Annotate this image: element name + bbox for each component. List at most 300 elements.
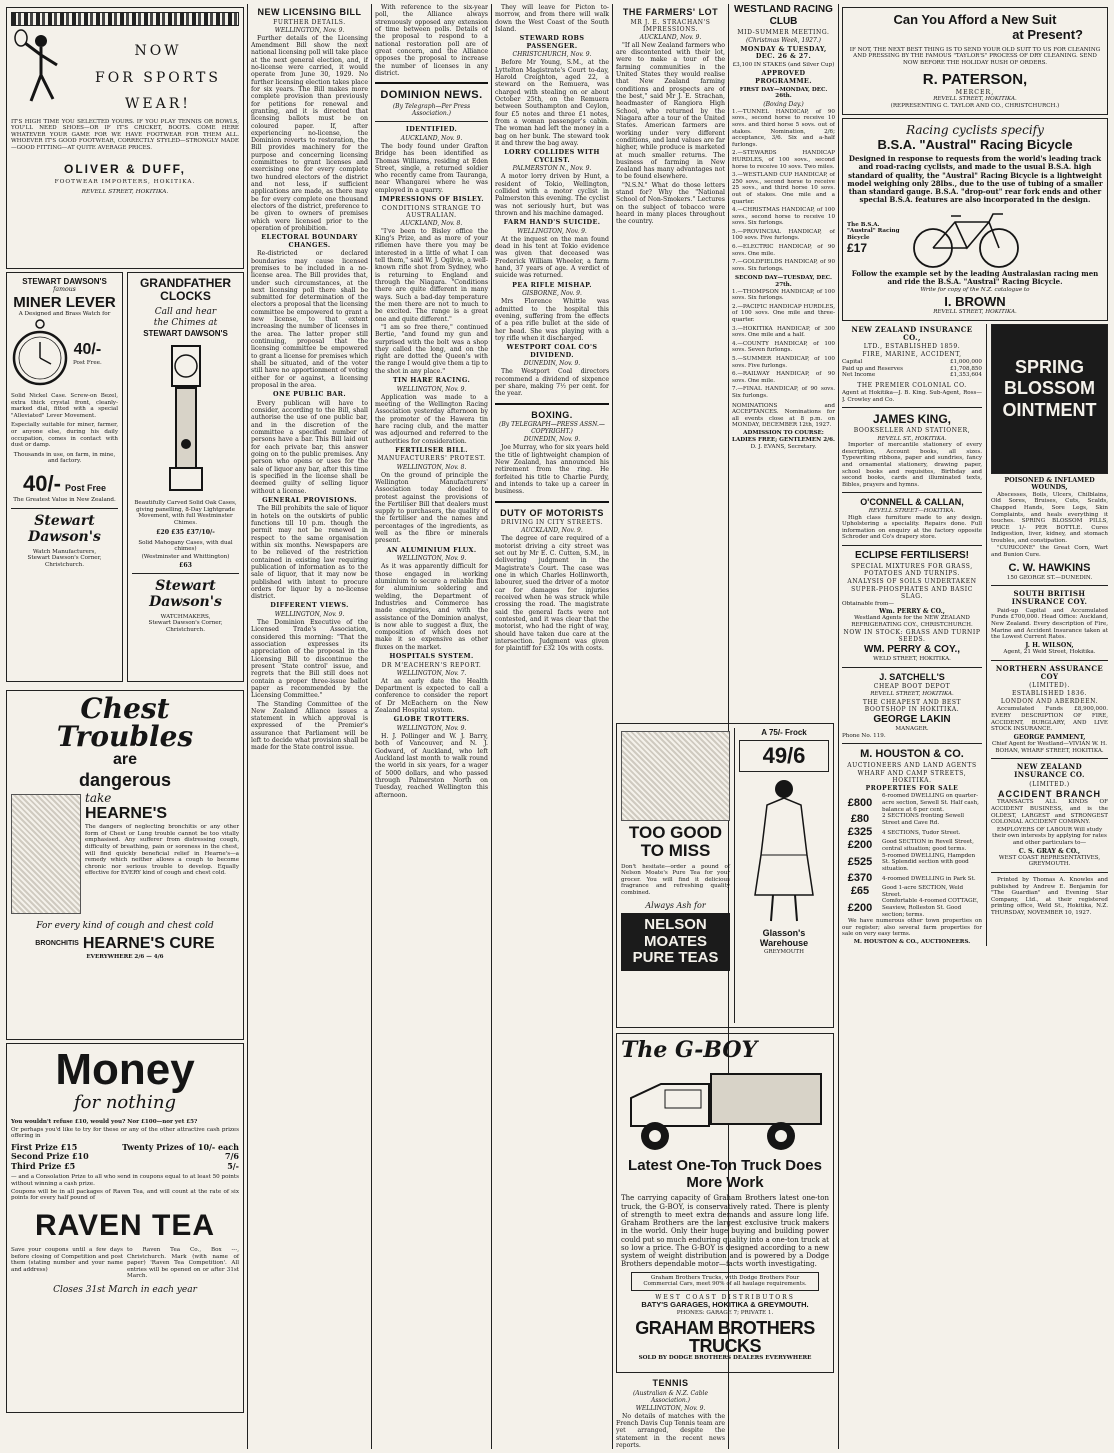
property-listing xyxy=(842,872,982,885)
hearne-for-every: For every kind of cough and chest cold xyxy=(36,921,214,932)
sports-ad-line3: WEAR! xyxy=(125,96,191,113)
nzins2-employers: EMPLOYERS OF LABOUR Will study their own interests by applying for rates and other particulars to— xyxy=(992,826,1107,846)
clocks-foot1: WATCHMAKERS, xyxy=(160,613,211,620)
tennis-player-icon xyxy=(11,29,73,107)
hearnes-cure-ad xyxy=(6,690,244,1040)
frock-price-label: A 75/- Frock xyxy=(761,728,807,737)
tennis-tag: (Australian & N.Z. Cable Association.) xyxy=(632,1389,709,1404)
dom-d5: WELLINGTON, Nov. 9. xyxy=(396,555,467,563)
licensing-p1: Further details of the Licensing Amendment Bill show the next national licensing poll will take place at the next general election, and, if no-license were carried, it would operate from June 30, 1929. No further licensing election takes place for six years. The Bill makes more complete provision than previously for petitions for renewal and granting, and it is directed that licensing ballots must be on coloured paper. If, after experiencing no-license, the Dominion reverts to restoration, the Bill provides machinery for the purpose and concerning licensing committees to grant licenses and exercising one for every complete two hundred electors of the district and not less, if sufficient applications are made, as there may be for every complete one thousand electors of the district, preference to be given to owners of premises which were licensed prior to the operation of prohibition. xyxy=(251,34,368,232)
licensing-h4: GENERAL PROVISIONS. xyxy=(262,495,357,504)
satchell-name: J. SATCHELL'S xyxy=(879,671,945,682)
paterson-address: REVELL STREET, HOKITIKA. xyxy=(933,96,1017,103)
king-trade: BOOKSELLER AND STATIONER, xyxy=(853,427,971,435)
insurance-blossom-row xyxy=(842,324,1108,946)
king-body: Importer of mercantile stationery of every description, Account books, all sizes. Typewriting ribbons, paper and sundries, fancy and ornamental stationery, drawing paper, school books and requisites, Birthday and second books, cards and illuminated texts, Bibles, prayers and hymns. xyxy=(842,442,982,488)
sports-shoe-ad xyxy=(6,7,244,269)
dom-d4: WELLINGTON, Nov. 8. xyxy=(396,463,467,471)
nzins-income-label: Net Income xyxy=(842,372,876,379)
pea-rifle-dateline: GISBORNE, Nov. 9. xyxy=(522,290,582,298)
king-address: REVELL ST., HOKITIKA. xyxy=(877,435,947,442)
racing-day1-list xyxy=(732,109,835,273)
blossom-body: Abscesses, Boils, Ulcers, Chilblains, Old Sores, Bruises, Cuts, Scalds, Chapped Hands, Sore Legs, Skin Complaints, and heals everything it touches. SPRING BLOSSOM PILLS, PRICE 1/- PER BOTTLE. Cures Indigestion, liver, kidney, and stomach troubles, and constipation. xyxy=(991,491,1108,544)
gboy-note: Graham Brothers Trucks, with Dodge Brothers Four Commercial Cars, meet 90% of all haulage requirements. xyxy=(631,1272,819,1291)
race-event: 1.—THOMPSON HANDICAP, of 100 sovs. Six furlongs. xyxy=(732,288,835,302)
miner-suitable: Especially suitable for miner, farmer, or anyone else, during his daily occupation, comes in contact with dust or damp. xyxy=(11,422,118,449)
property-price: £80 xyxy=(850,813,870,826)
property-listing xyxy=(842,839,982,852)
houston-heading: PROPERTIES FOR SALE xyxy=(865,785,959,793)
race-event: 5.—PROVINCIAL HANDICAP, of 100 sovs. Five furlongs. xyxy=(732,228,835,242)
dom-h5: AN ALUMINIUM FLUX. xyxy=(386,545,477,554)
clocks-foot2: Stewart Dawson's Corner, Christchurch. xyxy=(148,620,223,634)
farmers-sub: MR J. E. STRACHAN'S IMPRESSIONS. xyxy=(630,18,711,33)
column-rule xyxy=(371,4,372,1449)
raven-prize2b: 7/6 xyxy=(224,1151,239,1162)
gboy-distributors: WEST COAST DISTRIBUTORS xyxy=(655,1293,795,1301)
nzins2-ltd: (LIMITED.) xyxy=(1029,780,1070,788)
nzins-capital-label: Capital xyxy=(842,359,863,366)
northern-chief: Chief Agent for Westland—VIVIAN W. H. BOHAN, WHARF STREET, HOKITIKA. xyxy=(991,741,1108,754)
racing-christmas: (Christmas Week, 1927.) xyxy=(745,36,822,44)
dom-p7: At an early date the Health Department is expected to call a conference to consider the report of Dr McEachern on the New Zealand Hospital system. xyxy=(375,677,488,715)
miner-ad-tagline: A Designed and Brass Watch for xyxy=(18,311,111,318)
raven-prize1: First Prize £15 xyxy=(11,1142,78,1153)
dom-h6: HOSPITALS SYSTEM. xyxy=(389,652,474,661)
motorists-sub: DRIVING IN CITY STREETS. xyxy=(500,519,604,527)
bsa-follow: Follow the example set by the leading Australasian racing men and ride the B.S.A. "Austral" Racing Bicycle. xyxy=(851,268,1099,286)
raven-to: to Raven Tea Co., Box ---, Christchurch. Mark (with name of paper) 'Raven Tea Competition'. All entries will be opened on or after 31st March. xyxy=(127,1247,239,1280)
paterson-trade: MERCER, xyxy=(955,89,995,97)
nzins2-agent: C. S. GRAY & CO., xyxy=(1018,847,1081,855)
gboy-brand: GRAHAM BROTHERS TRUCKS xyxy=(635,1318,815,1357)
racing-boxing-day: (Boxing Day.) xyxy=(763,100,804,108)
column-dominion-news xyxy=(375,4,488,1449)
glasson-name: Glasson's Warehouse xyxy=(759,927,809,949)
racing-dates: MONDAY & TUESDAY, DEC. 26 & 27. xyxy=(740,44,827,61)
dom-h4b: MANUFACTURERS' PROTEST. xyxy=(377,455,486,463)
raven-closes: Closes 31st March in each year xyxy=(53,1285,197,1296)
column-rule xyxy=(838,4,839,1449)
farm-body: At the inquest on the man found dead in his tent at Tokio evidence was given that deceased was Frederick William Wheeler, a farm hand, 37 years of age. A verdict of suicide was returned. xyxy=(495,235,609,280)
clocks-mahog: Solid Mahogany Cases, with dual chimes) xyxy=(138,539,233,553)
grandfather-clock-icon xyxy=(166,344,206,494)
raven-prize1b: Twenty Prizes of 10/- each xyxy=(122,1142,239,1153)
perry-agents: Westland Agents for the NEW ZEALAND REFRIGERATING COY., CHRISTCHURCH. xyxy=(851,614,973,628)
farmers-body2: "N.S.N." What do those letters stand for? Why the "National School of Non-Smokers." Lectures on the subject of tobacco were heard in many places throughout the country. xyxy=(616,181,725,226)
racing-approved: APPROVED PROGRAMME. xyxy=(755,69,812,85)
dom-h7: GLOBE TROTTERS. xyxy=(393,715,470,724)
pea-rifle-title: PEA RIFLE MISHAP. xyxy=(512,280,592,289)
farmers-title: THE FARMERS' LOT xyxy=(622,7,719,17)
raven-prize2: Second Prize £10 xyxy=(11,1151,89,1162)
sports-ad-body: IT'S HIGH TIME YOU SELECTED YOURS. IF YOU PLAY TENNIS OR BOWLS, YOU'LL NEED SHOES—OR IF IT'S CRICKET, BOOTS. COME HERE WHATEVER YOUR GAME FOR WE HAVE FOOTWEAR FOR THEM ALL. WHOEVER IT'S GOOD FOOTWEAR, CORRECTLY STYLED—STRONGLY MADE—GOOD FITTING—AT QUITE AVERAGE PRICES. xyxy=(11,118,239,151)
perry-super: SUPER-PHOSPHATES AND BASIC SLAG. xyxy=(851,585,973,600)
nzins-income: £1,353,604 xyxy=(949,372,982,379)
oliver-duff-address: REVELL STREET, HOKITIKA. xyxy=(81,188,169,195)
oliver-duff-sub: FOOTWEAR IMPORTERS, HOKITIKA. xyxy=(54,178,196,185)
dom-p3: "I am so free there," continued Bertie, "and found my gun and surprised with the bolt was a shop they called the long, and on the right are dotted the Queen's with the range I would give them a tip to the shot in any place." xyxy=(375,323,488,375)
tennis-body: No details of matches with the French Davis Cup Tennis team are yet arranged, despite the statement in the recent news reports. xyxy=(616,1412,725,1449)
houston-name: M. HOUSTON & CO. xyxy=(860,748,964,761)
paterson-headline: Can You Afford a New Suit xyxy=(893,12,1057,27)
southbritish-agent: J. H. WILSON, xyxy=(1025,641,1074,649)
steward-dateline: CHRISTCHURCH, Nov. 9. xyxy=(512,51,592,59)
miner-foot2: Stewart Dawson's Corner, Christchurch. xyxy=(27,555,102,568)
racing-nominations: NOMINATIONS and ACCEPTANCES. Nominations for all events close at 8 p.m. on MONDAY, DECEMBER 12th, 1927. xyxy=(732,402,835,429)
blossom-brand: SPRING BLOSSOM OINTMENT xyxy=(1002,356,1097,420)
woman-frock-illustration xyxy=(739,775,829,925)
dom-h2b: CONDITIONS STRANGE TO AUSTRALIAN. xyxy=(381,204,482,219)
tea-headline: TOO GOOD TO MISS xyxy=(628,823,723,860)
northern-offices: LONDON AND ABERDEEN. xyxy=(1000,698,1099,706)
bsa-body: Designed in response to requests from the world's leading track and road-racing cyclists, and made to the usual B.S.A. high standard of quality, the "Austral" Racing Bicycle is a lightweight model weighing only 28lbs., due to the use of tubing of a smaller than standard gauge. B.S.A. "drop-out" rear fork ends and other special B.S.A. features are also incorporated in the design. xyxy=(847,154,1103,205)
tea-brand: NELSON MOATES PURE TEAS xyxy=(621,913,730,971)
clocks-prices: £20 £35 £37/10/- xyxy=(156,529,215,537)
nzins-agents: Agent at Hokitika—J. B. King. Sub-Agent, Ross—J. Crowley and Co. xyxy=(842,390,982,403)
property-price: £800 xyxy=(847,796,873,809)
dominion-title: DOMINION NEWS. xyxy=(380,89,483,102)
licensing-p2: Re-districted or declared boundaries may cause licensed premises to be included in a no-license area. The Bill provides that, under such circumstances, at the next licensing poll there shall be submitted for determination of the electors a proposal that the licensing committee be empowered to grant a new license, to that extent increasing the number of licenses in the area. The latter proper still continuing, proposal that the licensing committee be empowered to grant a license for premises which shall be situated, and of the voter still have no apportionment of voting either for or against, a licensing proposal in the area. xyxy=(251,250,368,389)
tea-always: Always Ash for xyxy=(645,900,706,910)
dom-h6b: DR M'EACHERN'S REPORT. xyxy=(381,661,482,669)
dom-h2: IMPRESSIONS OF BISLEY. xyxy=(379,195,484,204)
hearne-cure: HEARNE'S CURE xyxy=(82,934,215,952)
column-ads-left xyxy=(6,4,244,1449)
spring-blossom-ad xyxy=(991,324,1108,474)
northern-ltd: (LIMITED). xyxy=(1029,682,1070,690)
bsa-bicycle-ad xyxy=(842,118,1108,321)
clocks-desc: Beautifully Carved Solid Oak Cases, giving panelling, 8-Day Lightgrade Movement, with full Westminster Chimes. xyxy=(134,500,237,526)
bicycle-icon xyxy=(911,208,1021,270)
clocks-firm-name: Stewart Dawson's xyxy=(149,577,222,611)
paterson-body: IF NOT, THE NEXT BEST THING IS TO SEND YOUR OLD SUIT TO US FOR CLEANING AND PRESSING BY THE FAMOUS "TAYLOR'S" PROCESS OF DRY CLEANING. SEND NOW BEFORE THE HOLIDAY RUSH OF ORDERS. xyxy=(849,46,1101,66)
race-event: 1.—TUNNEL HANDICAP, of 90 sovs., second horse to receive 10 sovs. and third horse 5 sovs. out of stakes. Nomination, 2/6; acceptance, 3/6. Six and a-half furlongs. xyxy=(732,108,835,148)
hearne-body: The dangers of neglecting bronchitis or any other form of Chest or Lung trouble cannot be too vitally emphasised. Any sufferer from distressing cough, difficulty of breathing, pain or soreness in the chest, will find quickly beneficial relief in Hearne's—a remedy which neither allows a cough to become chronic nor serious trouble to develop. Equally effective for EVERY kind of cough and chest cold. xyxy=(85,824,239,877)
nzins-est: LTD., ESTABLISHED 1859. xyxy=(863,343,961,351)
farmers-dateline: AUCKLAND, Nov. 9. xyxy=(639,33,702,41)
coal-dateline: DUNEDIN, Nov. 9. xyxy=(523,360,581,368)
property-desc: 2 SECTIONS fronting Sewell Street and Cave Rd. xyxy=(882,813,965,826)
hearne-dangerous: dangerous xyxy=(78,769,171,790)
race-event: 7.—GOLDFIELDS HANDICAP, of 90 sovs. Six furlongs. xyxy=(732,259,835,272)
perry-title: ECLIPSE FERTILISERS! xyxy=(855,549,969,561)
satchell-sub: CHEAP BOOT DEPOT xyxy=(873,683,951,691)
perry-address: WELD STREET, HOKITIKA. xyxy=(873,656,951,663)
satchell-manager: GEORGE LAKIN xyxy=(873,714,951,726)
bsa-heading: Racing cyclists specify xyxy=(906,122,1044,137)
property-desc: 6-roomed DWELLING on quarter-acre section, Sewell St. Half cash, balance at 6 per cent. xyxy=(882,793,979,813)
sports-ad-line2: FOR SPORTS xyxy=(95,69,221,86)
race-event: 4.—CHRISTMAS HANDICAP, of 100 sovs., second horse to receive 10 sovs. Six furlongs. xyxy=(732,207,835,227)
southbritish-name: SOUTH BRITISH INSURANCE COY. xyxy=(1011,589,1088,607)
southbritish-agent-sub: Agent, 21 Weld Street, Hokitika. xyxy=(1003,649,1096,655)
licensing-h5: DIFFERENT VIEWS. xyxy=(270,601,349,610)
decorative-border-band xyxy=(11,12,239,26)
column-licensing xyxy=(251,4,368,1449)
nzins2-name: NEW ZEALAND INSURANCE CO. xyxy=(1014,762,1085,780)
nz-insurance-block xyxy=(842,324,982,946)
bsa-price: £17 xyxy=(847,241,868,256)
truck-illustration xyxy=(621,1064,827,1156)
licensing-h3: ONE PUBLIC BAR. xyxy=(273,390,346,399)
grandfather-clocks-ad xyxy=(127,272,244,682)
bsa-caption: The B.S.A. "Austral" Racing Bicycle xyxy=(847,221,900,241)
racing-title: WESTLAND RACING CLUB xyxy=(734,4,833,27)
dom-p2: "I've been to Bisley office the King's Prize, and as more of your riflemen have there you may be interested in a little of what I can tell them," said W. J. Ogilvie, a well-known rifle shot from Sydney, who is returning to England and through the Niagara. "Conditions there are quite different in many ways. Such a bad-day temperature the men there are not to much to be excited. The range is a great one and quite different." xyxy=(375,227,488,323)
licensing-title: NEW LICENSING BILL xyxy=(257,7,362,17)
coal-body: The Westport Coal directors recommend a dividend of sixpence per share, making 7½ per cent. for the year. xyxy=(495,368,609,398)
racing-first-day: FIRST DAY—MONDAY, DEC. 26th. xyxy=(739,86,828,100)
hearne-are: are xyxy=(112,751,138,768)
column-rule xyxy=(612,4,613,1449)
racing-stakes: £3,100 IN STAKES (and Silver Cup) xyxy=(732,61,835,68)
motorists-title: DUTY OF MOTORISTS xyxy=(500,507,604,518)
glasson-address: GREYMOUTH xyxy=(763,948,805,955)
race-event: 4.—COUNTY HANDICAP, of 100 sovs. Seven furlongs. xyxy=(732,340,835,354)
tea-cup-illustration xyxy=(621,731,730,821)
nzins2-body: TRANSACTS ALL KINDS OF ACCIDENT BUSINESS, and is the OLDEST, LARGEST and STRONGEST COLONIAL ACCIDENT COMPANY. xyxy=(991,799,1108,826)
satchell-manager-label: MANAGER. xyxy=(895,725,929,732)
northern-name: NORTHERN ASSURANCE COY xyxy=(995,663,1104,681)
boxing-body: Joe Murray, who for six years held the title of lightweight champion of New Zealand, has announced his retirement from the ring. He forfeited his title to Charlie Purdy, and intends to take up a career in business. xyxy=(495,444,609,496)
tennis-article xyxy=(616,1375,725,1449)
dom-p4: Application was made to a meeting of the Wellington Racing Association yesterday afternoon by the promoter of the Hawera tin hare racing club, and the matter was adjourned and referred to the authorities for consideration. xyxy=(375,393,488,445)
lorry-title: LORRY COLLIDES WITH CYCLIST. xyxy=(504,148,600,164)
hearne-everywhere: EVERYWHERE 2/6 — 4/6 xyxy=(86,953,164,960)
bsa-write: Write for copy of the N.Z. catalogue to xyxy=(920,287,1030,294)
raven-subq: Or perhaps you'd like to try for these or any of the other attractive cash prizes offering in xyxy=(11,1126,239,1140)
blossom-agent-address: 150 GEORGE ST.—DUNEDIN. xyxy=(1006,574,1093,581)
pea-rifle-body: Mrs Florence Whittle was admitted to the hospital this evening, suffering from the effects of a pea rifle bullet at the side of her head. She was playing with a toy rifle when it discharged. xyxy=(495,298,609,342)
property-listing xyxy=(842,853,982,873)
race-event: 6.—RAILWAY HANDICAP, of 90 sovs. One mile. xyxy=(732,371,835,384)
steward-title: STEWARD ROBS PASSENGER. xyxy=(519,34,585,50)
gboy-dist-name: BATY'S GARAGES, HOKITIKA & GREYMOUTH. xyxy=(641,1299,809,1309)
licensing-dateline2: WELLINGTON, Nov. 9. xyxy=(274,611,345,618)
miner-foot1: Watch Manufacturers, xyxy=(32,548,97,555)
boxing-tag: (By TELEGRAPH—PRESS ASSN.—COPYRIGHT.) xyxy=(499,421,605,436)
farm-title: FARM HAND'S SUICIDE. xyxy=(503,218,601,227)
nzins-funds: £1,708,850 xyxy=(949,365,982,372)
dom-p5: On the ground of principle the Wellington Manufacturers' Association today decided to protest against the provisions of the Fertiliser Bill that dealers must supply to purchasers, the quality of the fertiliser and the names and percentages of the ingredients, as well as the fibre or minerals present. xyxy=(375,471,488,545)
oliver-duff-firm: OLIVER & DUFF, xyxy=(63,161,186,176)
raven-save: Save your coupons until a few days before closing of Competition and post them (stating number and your name and address) xyxy=(11,1247,123,1273)
paterson-headline2: at Present? xyxy=(1012,27,1083,43)
dom-d1: AUCKLAND, Nov. 9. xyxy=(400,134,463,142)
satchell-cheapest: THE CHEAPEST AND BEST BOOTSHOP IN HOKITIKA. xyxy=(862,699,962,714)
raven-brand: RAVEN TEA xyxy=(34,1208,216,1242)
farm-dateline: WELLINGTON, Nov. 9. xyxy=(517,227,587,235)
race-event: 3.—WESTLAND CUP HANDICAP, of 250 sovs., second horse to receive 25 sovs., and third horse 10 sovs. out of stakes. One mile and a quarter. xyxy=(732,172,835,205)
hearne-bottle-illustration xyxy=(11,794,81,914)
motorists-dateline: AUCKLAND, Nov. 9. xyxy=(521,527,583,535)
oconnell-body: High class furniture made to any design. Upholstering a speciality. Repairs done. Full information on enquiry at the factory opposite Schroder and Co's drapery store. xyxy=(842,514,982,541)
houston-foot2: M. HOUSTON & CO., AUCTIONEERS. xyxy=(853,939,971,946)
raven-money: Money xyxy=(55,1045,195,1094)
miner-ad-product: MINER LEVER xyxy=(13,293,116,311)
race-event: 2.—STEWARDS HANDICAP HURDLES, of 100 sovs., second horse to receive 10 sovs. Two miles. xyxy=(732,150,835,170)
northern-body: Accumulated Funds £8,900,000. EVERY DESCRIPTION OF FIRE, ACCIDENT, BURGLARY, AND LIVE STOCK INSURANCE. xyxy=(991,706,1108,733)
property-listing xyxy=(842,826,982,839)
bsa-title: B.S.A. "Austral" Racing Bicycle xyxy=(877,136,1073,152)
blossom-cure: "CURICONE" the Great Corn, Wart and Bunion Cure. xyxy=(991,545,1108,559)
licensing-h2: ELECTORAL BOUNDARY CHANGES. xyxy=(261,233,358,249)
nzins2-rep: WEST COAST REPRESENTATIVES, GREYMOUTH. xyxy=(998,854,1101,868)
property-listing xyxy=(842,885,982,898)
printer-imprint: Printed by Thomas A. Knowles and published by Andrew E. Benjamin for "The Guardian" and Evening Star Company, Ltd., at their registered printing office, Weld St., Hokitika, N.Z. THURSDAY, NOVEMBER 10, 1927. xyxy=(991,877,1108,917)
column-rule xyxy=(247,4,248,1449)
dominion-tag: (By Telegraph—Per Press Association.) xyxy=(392,103,471,118)
raven-tea-ad xyxy=(6,1043,244,1413)
oconnell-name: O'CONNELL & CALLAN, xyxy=(860,497,964,508)
hearne-script2: Troubles xyxy=(56,720,194,753)
racing-day2-list xyxy=(732,289,835,400)
coal-title: WESTPORT COAL CO'S DIVIDEND. xyxy=(506,343,598,359)
miner-ad-header: STEWART DAWSON'S xyxy=(22,277,107,286)
dom-p8: H. J. Pollinger and W. J. Barry, both of Vancouver, and N. J. Godward, of Auckland, who left Auckland last month to walk round the world in six years, for a wager of 5000 dollars, and who passed through Palmerston North on Tuesday, reached Wellington this afternoon. xyxy=(375,733,488,799)
racing-secretary: D. J. EVANS, Secretary. xyxy=(750,444,817,451)
miner-post-free: Post Free. xyxy=(73,360,102,367)
perry-analysis: ANALYSIS OF SOILS UNDERTAKEN xyxy=(847,577,977,585)
miner-price-top: 40/- xyxy=(73,341,102,359)
right-subcolumn xyxy=(986,324,1108,946)
houston-address: WHARF AND CAMP STREETS, HOKITIKA. xyxy=(857,770,967,785)
tennis-dateline: WELLINGTON, Nov. 9. xyxy=(635,1404,706,1412)
gboy-headline: Latest One-Ton Truck Does More Work xyxy=(628,1157,822,1191)
dom-h4: FERTILISER BILL. xyxy=(395,445,468,454)
gboy-body: The carrying capacity of Graham Brothers latest one-ton truck, the G-BOY, is conservatively rated. There is plenty of strength to meet extra demands and assure long life. Graham Brothers are the largest exclusive truck makers in the world. Only their huge buying and building power could put so much enduring quality into a one-ton truck at so low a price. The G-BOY is designed according to a new system of weight distribution and is powered by a Dodge Brothers dependable motor—facts worth investigating. xyxy=(621,1194,829,1269)
tennis-title: TENNIS xyxy=(652,1378,689,1388)
col3-top-paragraph: With reference to the six-year poll, the Alliance always strenuously opposed any extension of time between polls. Details of the proposal to respond to a national restoration poll are of great concern, and the Alliance opposes the proposal to increase the number of licenses in any district. xyxy=(375,4,488,77)
graham-brothers-truck-ad xyxy=(616,1033,834,1373)
property-desc: Comfortable 4-roomed COTTAGE, Seaview, Rolleston St. Good section; terms. xyxy=(882,898,979,918)
pocket-watch-icon xyxy=(11,318,69,390)
hearne-script1: Chest xyxy=(80,692,170,725)
perry-obtainable: Obtainable from— xyxy=(842,601,894,608)
northern-est: ESTABLISHED 1836. xyxy=(1011,690,1088,698)
bsa-agent: I. BROWN xyxy=(944,293,1006,309)
houston-foot: We have numerous other town properties on our register; also several farm properties for sale on very easy terms. xyxy=(842,918,982,938)
clocks-sub2: the Chimes at xyxy=(153,317,218,328)
clocks-sub1: Call and hear xyxy=(154,307,217,318)
perry-wm: Wm. PERRY & CO., xyxy=(879,607,945,615)
property-listing xyxy=(842,793,982,813)
nzins2-dept: ACCIDENT BRANCH xyxy=(998,788,1101,799)
oconnell-address: REVELL STREET—HOKITIKA. xyxy=(868,507,956,514)
property-price: £325 xyxy=(847,826,873,839)
property-desc: Good SECTION in Revell Street, central situation; good terms. xyxy=(882,839,974,852)
property-desc: 4 SECTIONS, Tudor Street. xyxy=(882,829,961,836)
raven-question: You wouldn't refuse £10, would you? Nor £100—nor yet £5? xyxy=(11,1119,198,1126)
bsa-agent-address: REVELL STREET, HOKITIKA. xyxy=(933,309,1017,316)
column-rule xyxy=(491,4,492,1449)
raven-consolation: — and a Consolation Prize to all who send in coupons equal to at least 50 points without winning a cash prize. xyxy=(11,1174,239,1187)
raven-prize3b: 5/- xyxy=(227,1160,239,1171)
licensing-dateline: WELLINGTON, Nov. 9. xyxy=(274,26,345,34)
hearne-bronchitis: BRONCHITIS xyxy=(35,940,79,948)
frock-price: 49/6 xyxy=(739,740,829,772)
property-desc: Good 1-acre SECTION, Weld Street. xyxy=(882,885,964,898)
dom-h1: IDENTIFIED. xyxy=(405,125,458,134)
miner-lever-ad xyxy=(6,272,123,682)
clocks-variant: (Westminster and Whittington) xyxy=(141,553,230,560)
steward-body: Before Mr Young, S.M., at the Lyttelton Magistrate's Court to-day, Harold Creighton, aged 22, a steward on the Remuera, was charged with stealing on or about October 25th, on the Remuera between Southampton and Ceylon, four £5 notes and three £1 notes, from a woman passenger's cabin. The woman had left the money in a bag on her bunk. The steward took it and threw the bag away. xyxy=(495,59,609,147)
miner-firm-name: Stewart Dawson's xyxy=(28,512,101,546)
dom-d7: WELLINGTON, Nov. 9. xyxy=(396,724,467,732)
race-event: 7.—FINAL HANDICAP, of 90 sovs. Six furlongs. xyxy=(732,386,835,399)
farmers-body: "If all New Zealand farmers who are discontented with their lot, were to make a tour of the farming communities in the United States they would realise that New Zealand farming conditions and prospects are of the best," said Mr J. E. Strachan, headmaster of Rangiora High School, who returned by the Niagara after a tour of the United States. American farmers are working under very different conditions, and land values are far higher, while produce is marketed at much smaller returns. The business of farming in New Zealand has many advantages not to be found elsewhere. xyxy=(616,41,725,181)
racing-meeting: MID-SUMMER MEETING. xyxy=(737,28,830,36)
race-event: 2.—PACIFIC HANDICAP HURDLES, of 100 sovs. One mile and three-quarter. xyxy=(732,303,835,324)
miner-desc: Solid Nickel Case. Screw-on Bezel, extra thick crystal front, cleanly-marked dial, fitted with a special "Alleviated" Lever Movement. xyxy=(11,393,118,419)
paterson-name: R. PATERSON, xyxy=(922,71,1028,89)
property-price: £65 xyxy=(850,885,870,898)
licensing-p5: The Dominion Executive of the Licensed Trade's Association, considered this morning: "That the association expresses its appreciation of the proposal in the Licensing Bill to discontinue the present 'State control' issue, and regrets that the Bill still does not contain a proper three-issue ballot paper as recommended by the Licensing Committee." xyxy=(251,619,368,700)
raven-prize3: Third Prize £5 xyxy=(11,1160,76,1171)
property-price: £525 xyxy=(847,855,873,868)
blossom-agent: C. W. HAWKINS xyxy=(1008,561,1091,574)
dom-h3: TIN HARE RACING. xyxy=(392,376,471,385)
nzins-funds-label: Paid up and Reserves xyxy=(842,365,903,372)
licensing-sub: FURTHER DETAILS. xyxy=(273,18,346,26)
lorry-dateline: PALMERSTON N., Nov. 9. xyxy=(512,165,592,173)
miner-ad-subheader: famous xyxy=(53,286,76,294)
nelson-moates-tea-ad xyxy=(616,723,834,1028)
miner-price: 40/- xyxy=(23,470,61,496)
gboy-sold: SOLD BY DODGE BROTHERS DEALERS EVERYWHERE xyxy=(638,1355,812,1362)
perry-sub: SPECIAL MIXTURES FOR GRASS, POTATOES AND TURNIPS. xyxy=(851,562,973,577)
raven-for-nothing: for nothing xyxy=(74,1092,176,1113)
gboy-phones: PHONES: GARAGE 7; PRIVATE 1. xyxy=(676,1309,774,1316)
sports-ad-line1: NOW xyxy=(134,43,182,59)
tea-body: Don't hesitate—order a pound of Nelson Moate's Pure Tea for your grocer. You will find it delicious fragrance and refreshing quality combined. xyxy=(621,863,730,897)
dom-p6: As it was apparently difficult for those engaged in working aluminium to secure a reliable flux for aluminium soldering and welding, the Department of Industries and Commerce has made enquiries, and with the assistance of the Dominion analyst, is now able to suggest a flux, the composition of which does not make it so expensive as other fluxes on the market. xyxy=(375,563,488,651)
nzins-types: FIRE, MARINE, ACCIDENT, xyxy=(862,351,962,359)
column-news-briefs xyxy=(495,4,609,1449)
column-racing xyxy=(732,4,835,713)
nzins-capital: £1,000,000 xyxy=(949,359,982,366)
boxing-dateline: DUNEDIN, Nov. 9. xyxy=(523,436,581,444)
king-name: JAMES KING, xyxy=(872,412,951,427)
hearne-brand: HEARNE'S xyxy=(85,805,168,823)
clocks-variant-price: £63 xyxy=(179,561,192,569)
col4-top-paragraph: They will leave for Picton to-morrow, and from there will walk down the West Coast of the South Island. xyxy=(495,4,609,33)
northern-agent: GEORGE PAMMENT, xyxy=(1013,733,1086,741)
raven-coupons: Coupons will be in all packages of Raven Tea, and will count at the rate of six points for every half pound of xyxy=(11,1188,239,1202)
blossom-head: POISONED & INFLAMED WOUNDS, xyxy=(1004,475,1095,492)
race-event: 5.—SUMMER HANDICAP, of 100 sovs. Five furlongs. xyxy=(732,355,835,369)
licensing-p3: Every publican will have to consider, according to the Bill, shall authorise the use of one public bar, and in the discretion of the committee a specified number of persons have a bar. This Bill laid out for each private bar, this answer going on to the public premises. Any person who opens or uses for the sale of liquor any bar, after this time is specified in the license shall be deemed guilty of selling liquor without a license. xyxy=(251,399,368,495)
dom-d2: AUCKLAND, Nov. 8. xyxy=(400,219,463,227)
licensing-p4: The Bill prohibits the sale of liquor in hotels on the outskirts of public functions till 10 p.m. though the permit may not be renewed in respect to the same organisation within six months. Newspapers are to be relieved of the restriction contained in existing law requiring publication of information as to the sale of liquor, that it may now be published with intent to procure orders for liquor by a no-license district. xyxy=(251,505,368,601)
satchell-address: REVELL STREET, HOKITIKA. xyxy=(870,691,954,698)
property-listing xyxy=(842,898,982,918)
motorists-body: The degree of care required of a motorist driving a city street was set out by Mr E. C. Cutten, S.M., in delivering judgment in the Magistrate's Court. The case was one in which Charles Hollinworth, labourer, sued the driver of a motor car for damages for injuries received when he was struck while crossing the road. The magistrate said the general facts were not contested, and it was clear that the motorist, who had the right of way, should have taken due care at the intersection. Judgment was given for plaintiff for £32 10s with costs. xyxy=(495,535,609,653)
satchell-phone: Phone No. 119. xyxy=(842,732,886,739)
southbritish-body: Paid-up Capital and Accumulated Funds £700,000. Head Office: Auckland, New Zealand. Every description of Fire, Marine and Accident Insurance taken at the Lowest Current Rates. xyxy=(991,607,1108,641)
lorry-body: A motor lorry driven by Hunt, a resident of Tokio, Wellington, collided with a motor cyclist in Palmerston this evening. The cyclist was not seriously hurt, but was thrown and his machine damaged. xyxy=(495,173,609,217)
property-price: £200 xyxy=(847,839,873,852)
property-desc: 4-roomed DWELLING in Park St. xyxy=(882,875,976,882)
property-price: £370 xyxy=(847,872,873,885)
dom-p1: The body found under Grafton Bridge has been identified as Thomas Williams, residing at Eden Street, single, a returned soldier who recently came from Tauranga, near Whangarei where he was employed in a quarry. xyxy=(375,142,488,194)
miner-value: The Greatest Value in New Zealand. xyxy=(13,496,116,503)
racing-admission: ADMISSION TO COURSE: LADIES FREE; GENTLEMEN 2/6. xyxy=(732,429,835,443)
licensing-p6: The Standing Committee of the New Zealand Alliance issues a statement in which approval is expressed of the Premier's assurance that Parliament will be left to decide what provision shall be made for the State control issue. xyxy=(251,700,368,752)
nzins-name: NEW ZEALAND INSURANCE CO., xyxy=(851,324,973,342)
racing-second-day: SECOND DAY—TUESDAY, DEC. 27th. xyxy=(735,275,832,289)
